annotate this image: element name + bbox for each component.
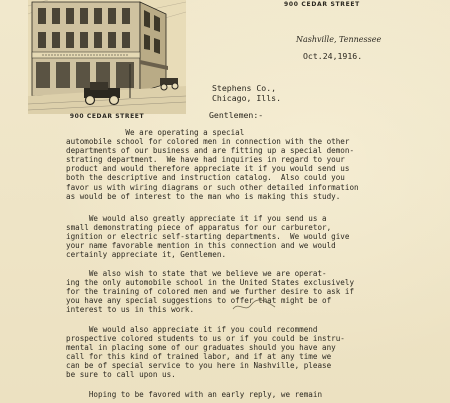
handwritten-ink-mark	[231, 297, 277, 315]
letter-city: Nashville, Tennessee	[296, 35, 382, 44]
addressee-line: Stephens Co.,	[212, 83, 277, 93]
building-illustration	[28, 0, 186, 114]
letter-date: Oct.24,1916.	[303, 51, 363, 61]
body-paragraph: We are operating a special automobile school for colored men in connection with the other departments of our business and are fitting up a special demon- strating department. We have had inquiries in regard to your product and would therefore appreciate it if you would send us both the descriptive and instruction catalog. Also could you favor us with wiring diagrams or such other detailed information as would be of interest to the man who is making this study.	[66, 128, 359, 201]
illustration-caption: 900 CEDAR STREET	[69, 113, 145, 120]
body-paragraph: We would also appreciate it if you could recommend prospective colored students to us or if you could be instru- mental in placing some of our graduates should you have any call for this kind of trained labor, and if at any time we can be of special service to you here in Nashville, please be sure to call upon us.	[66, 325, 345, 380]
addressee-line: Chicago, Ills.	[212, 93, 282, 103]
body-paragraph: We also wish to state that we believe we are operat- ing the only automobile school in the United States exclusively for the training of colored men and we further desire to ask if you have any special suggestions to offer that might be of interest to us in this work.	[66, 269, 355, 315]
body-paragraph: We would also greatly appreciate it if you send us a small demonstrating piece of apparatus for our carburetor, ignition or electric self-starting departments. We would give your name favorable mention in this connection and we would certainly appreciate it, Gentlemen.	[66, 214, 350, 260]
body-paragraph: Hoping to be favored with an early reply, we remain	[66, 390, 323, 399]
salutation: Gentlemen:-	[209, 110, 264, 120]
letterhead-address: 900 CEDAR STREET	[284, 1, 360, 8]
addressee-block	[212, 83, 281, 103]
